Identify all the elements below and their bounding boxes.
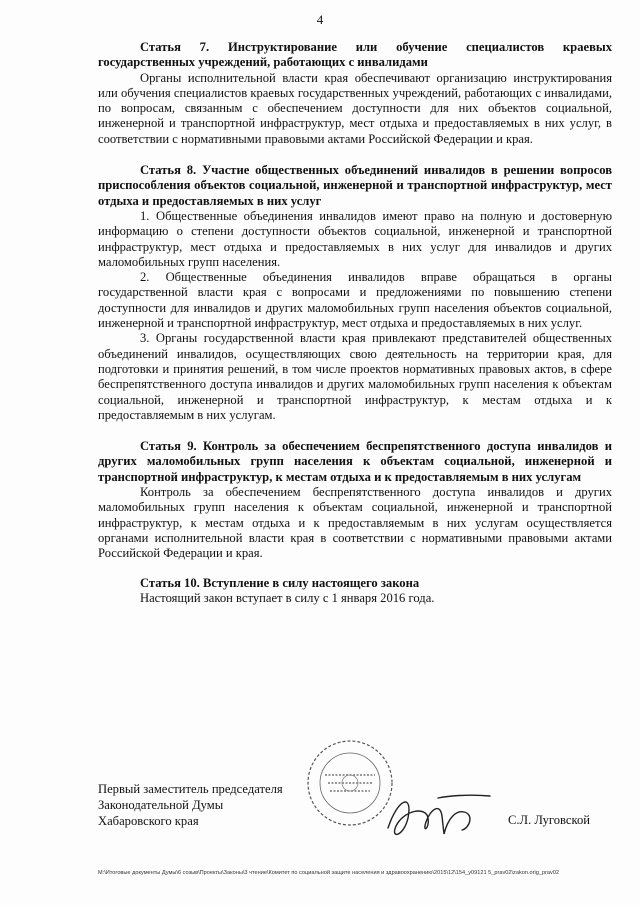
article-8-heading [98, 163, 612, 209]
article-7-number: Статья 7. [140, 40, 210, 54]
article-7-paragraph-1: Органы исполнительной власти края обеспечивают организацию инструктирования или обучения специалистов краевых государственных учреждений, работающих с инвалидами, по вопросам, связанным с обеспечением доступности для них объектов социальной, инженерной и транспортной инфраструктур, мест отдыха и предоставляемых в них услуг, в соответствии с нормативными правовыми актами Российской Федерации и края. [98, 70, 612, 146]
article-9-heading [98, 439, 612, 485]
article-8-title: Участие общественных объединений инвалидов в решении вопросов приспособления объектов социальной, инженерной и транспортной инфраструктур, мест отдыха и предоставляемых в них услуг [98, 163, 613, 208]
article-7-heading [98, 40, 612, 71]
article-8-paragraph-2: 2. Общественные объединения инвалидов вправе обращаться в органы государственной власти края с вопросами и предложениями по повышению степени доступности для инвалидов и других маломобильных групп населения объектов социальной, инженерной и транспортной инфраструктур, мест отдыха и предоставляемых в них услуг. [98, 270, 612, 331]
article-7-title: Инструктирование или обучение специалистов краевых государственных учреждений, работающих с инвалидами [98, 40, 613, 70]
page-number: 4 [316, 12, 324, 27]
article-9-paragraph-1: Контроль за обеспечением беспрепятственного доступа инвалидов и других маломобильных групп населения к объектам социальной, инженерной и транспортной инфраструктур, к местам отдыха и к предоставляемым в них услугам осуществляется органами исполнительной власти края в соответствии с нормативными правовыми актами Российской Федерации и края. [98, 485, 612, 561]
article-10-paragraph-1: Настоящий закон вступает в силу с 1 января 2016 года. [140, 590, 435, 605]
article-9-title: Контроль за обеспечением беспрепятственного доступа инвалидов и других маломобильных групп населения к объектам социальной, инженерной и транспортной инфраструктур, к местам отдыха и к предоставляемым в них услугам [98, 439, 612, 484]
signature-position-line-3: Хабаровского края [98, 814, 199, 828]
article-8-paragraph-1: 1. Общественные объединения инвалидов имеют право на полную и достоверную информацию о степени доступности объектов социальной, инженерной и транспортной инфраструктур, мест отдыха и предоставляемых в них услуг для инвалидов и других маломобильных групп населения. [98, 208, 612, 269]
article-10-heading [98, 576, 612, 591]
file-path-footer: M:\Итоговые документы Думы\6 созыв\Проекты\Законы\3 чтение\Комитет по социальной защите населения и здравоохранению\2015\12\154_у09121 5_prav02\zakon.orig_prav02 [98, 870, 560, 876]
document-body [98, 40, 612, 606]
article-10-title: Вступление в силу настоящего закона [202, 575, 420, 590]
article-9-number: Статья 9. [140, 439, 197, 454]
article-10-number: Статья 10. [140, 575, 200, 590]
article-8-number: Статья 8. [140, 163, 197, 178]
signature-position-line-1: Первый заместитель председателя [98, 782, 283, 796]
signature-position-line-2: Законодательной Думы [98, 798, 224, 812]
signer-name: С.Л. Луговской [508, 813, 591, 827]
article-8-paragraph-3: 3. Органы государственной власти края привлекают представителей общественных объединений инвалидов, осуществляющих свою деятельность на территории края, для подготовки и принятия решений, в том числе проектов нормативных правовых актов, в сфере беспрепятственного доступа инвалидов и других маломобильных групп населения к объектам социальной, инженерной и транспортной инфраструктур, к местам отдыха и к предоставляемым в них услугам. [98, 331, 612, 422]
